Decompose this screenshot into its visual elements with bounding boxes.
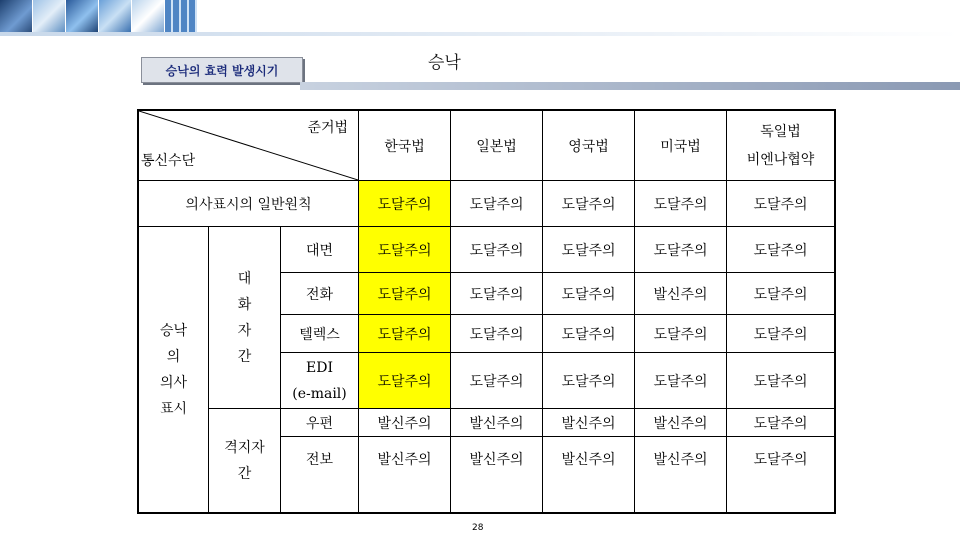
- table-cell: 발신주의: [451, 437, 543, 513]
- table-cell: 도달주의: [359, 181, 451, 227]
- corner-law-label: 준거법: [307, 120, 349, 136]
- header-photo-3: [66, 0, 98, 32]
- table-cell: 발신주의: [543, 409, 635, 437]
- header-photo-1: [0, 0, 32, 32]
- table-cell: 도달주의: [451, 227, 543, 273]
- table-cell: 발신주의: [543, 437, 635, 513]
- row-label: 우편: [281, 409, 359, 437]
- col-header-germany-line2: 비엔나협약: [746, 151, 815, 168]
- table-cell: 도달주의: [635, 227, 727, 273]
- header-photo-2: [33, 0, 65, 32]
- row-label-edi: [281, 353, 359, 409]
- row-label: 텔렉스: [281, 315, 359, 353]
- table-cell: 도달주의: [727, 409, 835, 437]
- title-rule: [300, 82, 960, 90]
- table-cell: 도달주의: [451, 353, 543, 409]
- table-cell: 도달주의: [451, 273, 543, 315]
- table-cell: 도달주의: [543, 273, 635, 315]
- table-cell: 도달주의: [635, 181, 727, 227]
- table-cell: 발신주의: [359, 437, 451, 513]
- corner-header: [139, 111, 359, 181]
- section-button[interactable]: 승낙의 효력 발생시기: [141, 57, 303, 83]
- header-row: [139, 111, 835, 181]
- table-cell: 발신주의: [635, 273, 727, 315]
- table-cell: 도달주의: [727, 273, 835, 315]
- table-cell: 도달주의: [359, 315, 451, 353]
- table-cell: 도달주의: [727, 353, 835, 409]
- table-cell: 도달주의: [359, 273, 451, 315]
- group-label-part: 승낙: [159, 322, 188, 339]
- table-cell: 도달주의: [451, 315, 543, 353]
- acceptance-group-label: [139, 227, 209, 513]
- page-number: 28: [472, 523, 484, 533]
- group-label-part: 의: [166, 348, 181, 365]
- header-photo-4: [99, 0, 131, 32]
- row-label: 전화: [281, 273, 359, 315]
- absent-label-part: 간: [237, 465, 252, 482]
- group-label-part: 표시: [159, 400, 188, 417]
- page-title: 승낙: [428, 53, 461, 73]
- general-rule-label: 의사표시의 일반원칙: [139, 181, 359, 227]
- general-rule-row: [139, 181, 835, 227]
- col-header-korea: 한국법: [359, 111, 451, 181]
- absent-label-part: 격지자: [224, 439, 265, 456]
- table-cell: 도달주의: [543, 353, 635, 409]
- table-cell: 도달주의: [727, 315, 835, 353]
- col-header-us: 미국법: [635, 111, 727, 181]
- present-parties-label: [209, 227, 281, 409]
- table-cell: 도달주의: [727, 181, 835, 227]
- acceptance-table: [138, 110, 835, 513]
- col-header-japan: 일본법: [451, 111, 543, 181]
- header-photo-6: [165, 0, 197, 32]
- table-cell: 발신주의: [635, 409, 727, 437]
- table-cell: 도달주의: [635, 353, 727, 409]
- present-label-part: 대: [237, 270, 252, 287]
- row-label: EDI: [306, 359, 333, 376]
- table-cell: 도달주의: [543, 315, 635, 353]
- table-row: [139, 227, 835, 273]
- table-cell: 발신주의: [451, 409, 543, 437]
- header-ribbon: [0, 32, 960, 36]
- absent-parties-label: [209, 409, 281, 513]
- col-header-germany-line1: 독일법: [760, 123, 801, 140]
- table-cell: 도달주의: [543, 181, 635, 227]
- row-label: 전보: [281, 437, 359, 513]
- table-cell: 도달주의: [359, 353, 451, 409]
- header-photo-5: [132, 0, 164, 32]
- table-cell: 발신주의: [359, 409, 451, 437]
- present-label-part: 자: [237, 322, 252, 339]
- table-cell: 도달주의: [727, 227, 835, 273]
- col-header-uk: 영국법: [543, 111, 635, 181]
- present-label-part: 화: [237, 296, 252, 313]
- table-cell: 도달주의: [359, 227, 451, 273]
- col-header-germany: [727, 111, 835, 181]
- table-cell: 도달주의: [451, 181, 543, 227]
- row-label: 대면: [281, 227, 359, 273]
- table-row: [139, 409, 835, 437]
- table-cell: 도달주의: [727, 437, 835, 513]
- corner-means-label: 통신수단: [141, 153, 196, 169]
- group-label-part: 의사: [159, 374, 188, 391]
- table-cell: 도달주의: [635, 315, 727, 353]
- present-label-part: 간: [237, 348, 252, 365]
- row-label-sub: (e-mail): [292, 385, 347, 402]
- table-cell: 도달주의: [543, 227, 635, 273]
- table-cell: 발신주의: [635, 437, 727, 513]
